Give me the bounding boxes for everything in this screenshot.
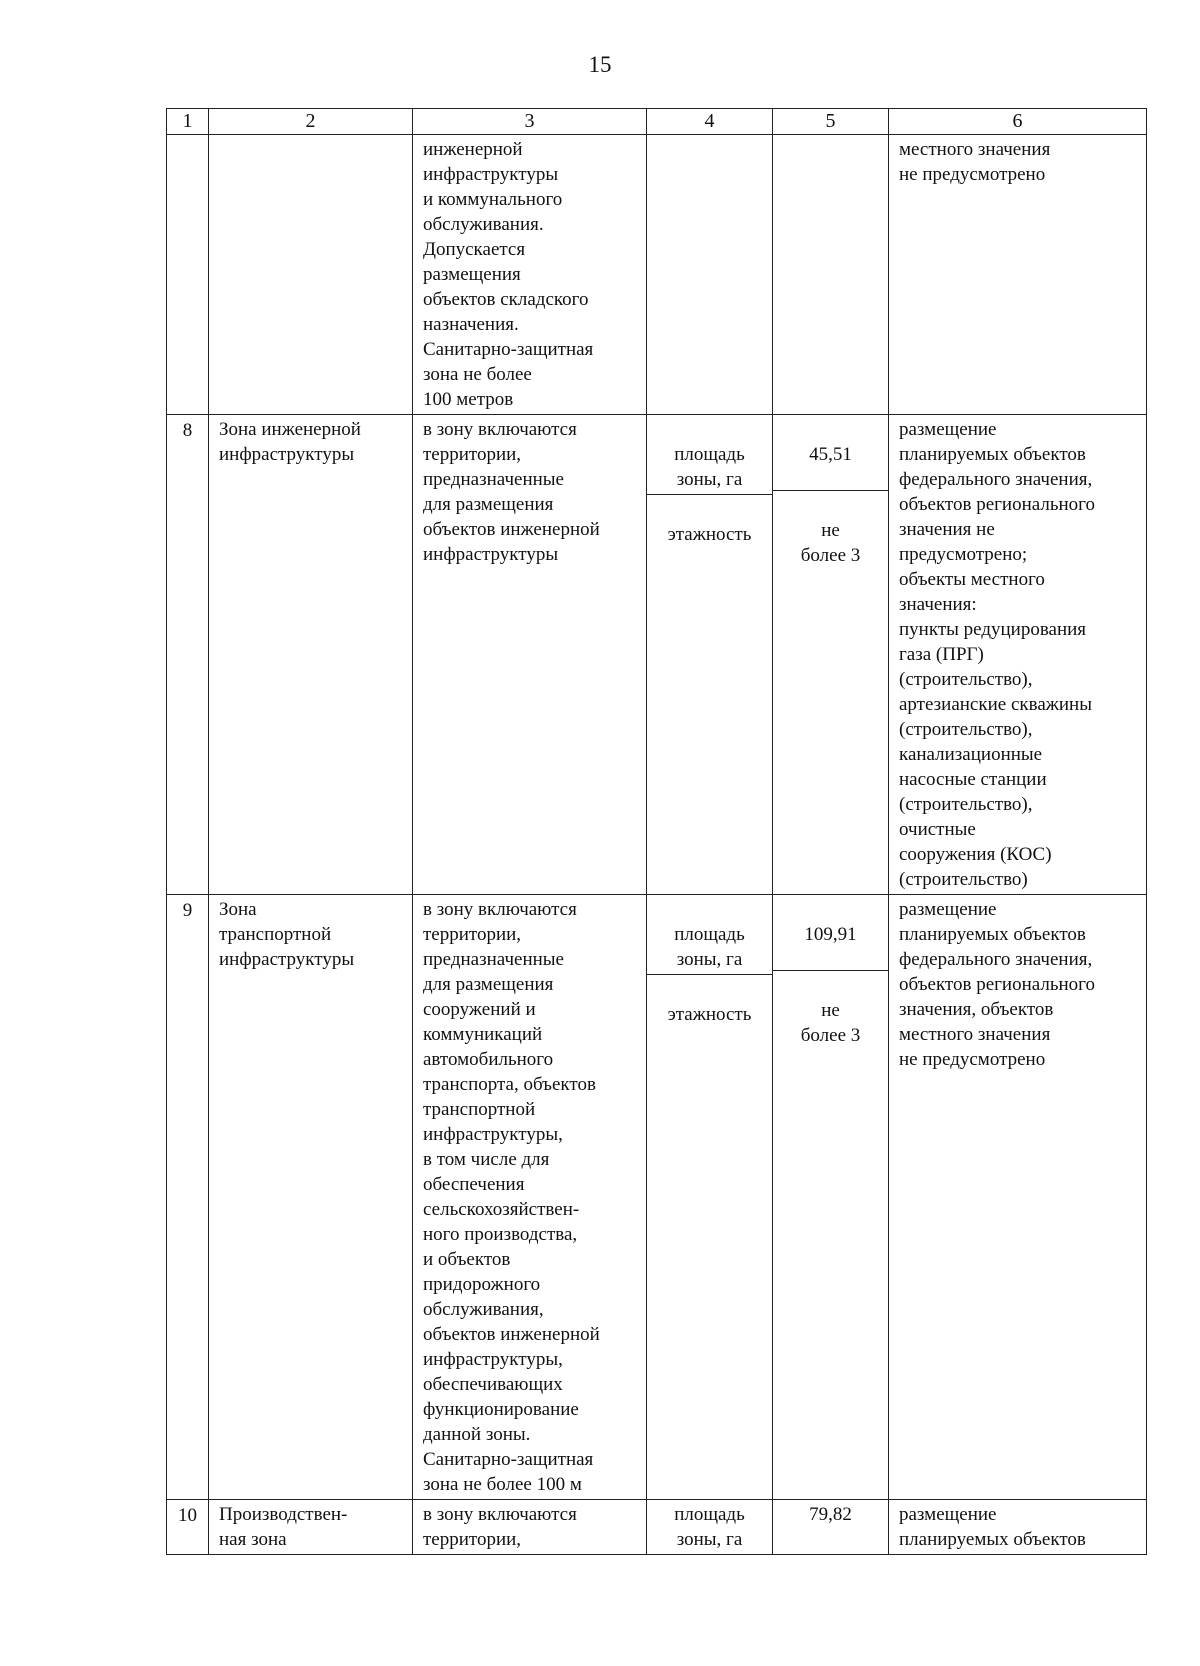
row-number: 9 [167, 895, 209, 1500]
zones-table [166, 108, 1147, 1555]
value-cell [773, 1500, 889, 1555]
parameter-value: не более 3 [800, 1000, 861, 1046]
parameter-value: не более 3 [800, 520, 861, 566]
value-cell [773, 415, 889, 895]
column-header: 4 [647, 109, 773, 135]
parameter-value: 45,51 [773, 440, 888, 491]
parameter-name [647, 135, 772, 139]
parameter-cell [647, 415, 773, 895]
page-number: 15 [588, 52, 612, 77]
column-header: 1 [167, 109, 209, 135]
zone-name [209, 135, 413, 415]
planned-objects: размещение планируемых объектов федерального значения, объектов регионального значения не предусмотрено; объекты местного значения: пункты редуцирования газа (ПРГ) (строительство), артезианские скважины (строительство), канализационные насосные станции (строительство), очистные сооружения (КОС) (строительство) [889, 415, 1147, 895]
column-header: 3 [413, 109, 647, 135]
table-row [167, 1500, 1147, 1555]
column-header: 2 [209, 109, 413, 135]
value-cell [773, 135, 889, 415]
parameter-name: площадь зоны, га [647, 920, 772, 975]
row-number [167, 135, 209, 415]
column-header: 5 [773, 109, 889, 135]
zone-name: Производствен- ная зона [209, 1500, 413, 1555]
parameter-value: 79,82 [809, 1504, 852, 1525]
zone-name: Зона инженерной инфраструктуры [209, 415, 413, 895]
parameter-cell [647, 895, 773, 1500]
row-number: 10 [167, 1500, 209, 1555]
zone-description: в зону включаются территории, предназначенные для размещения объектов инженерной инфраструктуры [413, 415, 647, 895]
parameter-name: этажность [667, 524, 752, 545]
parameter-cell [647, 135, 773, 415]
column-header: 6 [889, 109, 1147, 135]
planned-objects: местного значения не предусмотрено [889, 135, 1147, 415]
zone-description: в зону включаются территории, [413, 1500, 647, 1555]
zone-description: в зону включаются территории, предназначенные для размещения сооружений и коммуникаций автомобильного транспорта, объектов транспортной инфраструктуры, в том числе для обеспечения сельскохозяйствен- ного производства, и объектов придорожного обслуживания, объектов инженерной инфраструктуры, обеспечивающих функционирование данной зоны. Санитарно-защитная зона не более 100 м [413, 895, 647, 1500]
zone-description: инженерной инфраструктуры и коммунального обслуживания. Допускается размещения объектов складского назначения. Санитарно-защитная зона не более 100 метров [413, 135, 647, 415]
parameter-name: площадь зоны, га [674, 1504, 745, 1550]
row-number: 8 [167, 415, 209, 895]
zone-name: Зона транспортной инфраструктуры [209, 895, 413, 1500]
parameter-name: площадь зоны, га [647, 440, 772, 495]
table-row [167, 895, 1147, 1500]
parameter-value [773, 135, 888, 139]
planned-objects: размещение планируемых объектов федерального значения, объектов регионального значения, объектов местного значения не предусмотрено [889, 895, 1147, 1500]
table-row [167, 135, 1147, 415]
parameter-name: этажность [667, 1004, 752, 1025]
table-header-row [167, 109, 1147, 135]
value-cell [773, 895, 889, 1500]
parameter-cell [647, 1500, 773, 1555]
table-row [167, 415, 1147, 895]
planned-objects: размещение планируемых объектов [889, 1500, 1147, 1555]
parameter-value: 109,91 [773, 920, 888, 971]
